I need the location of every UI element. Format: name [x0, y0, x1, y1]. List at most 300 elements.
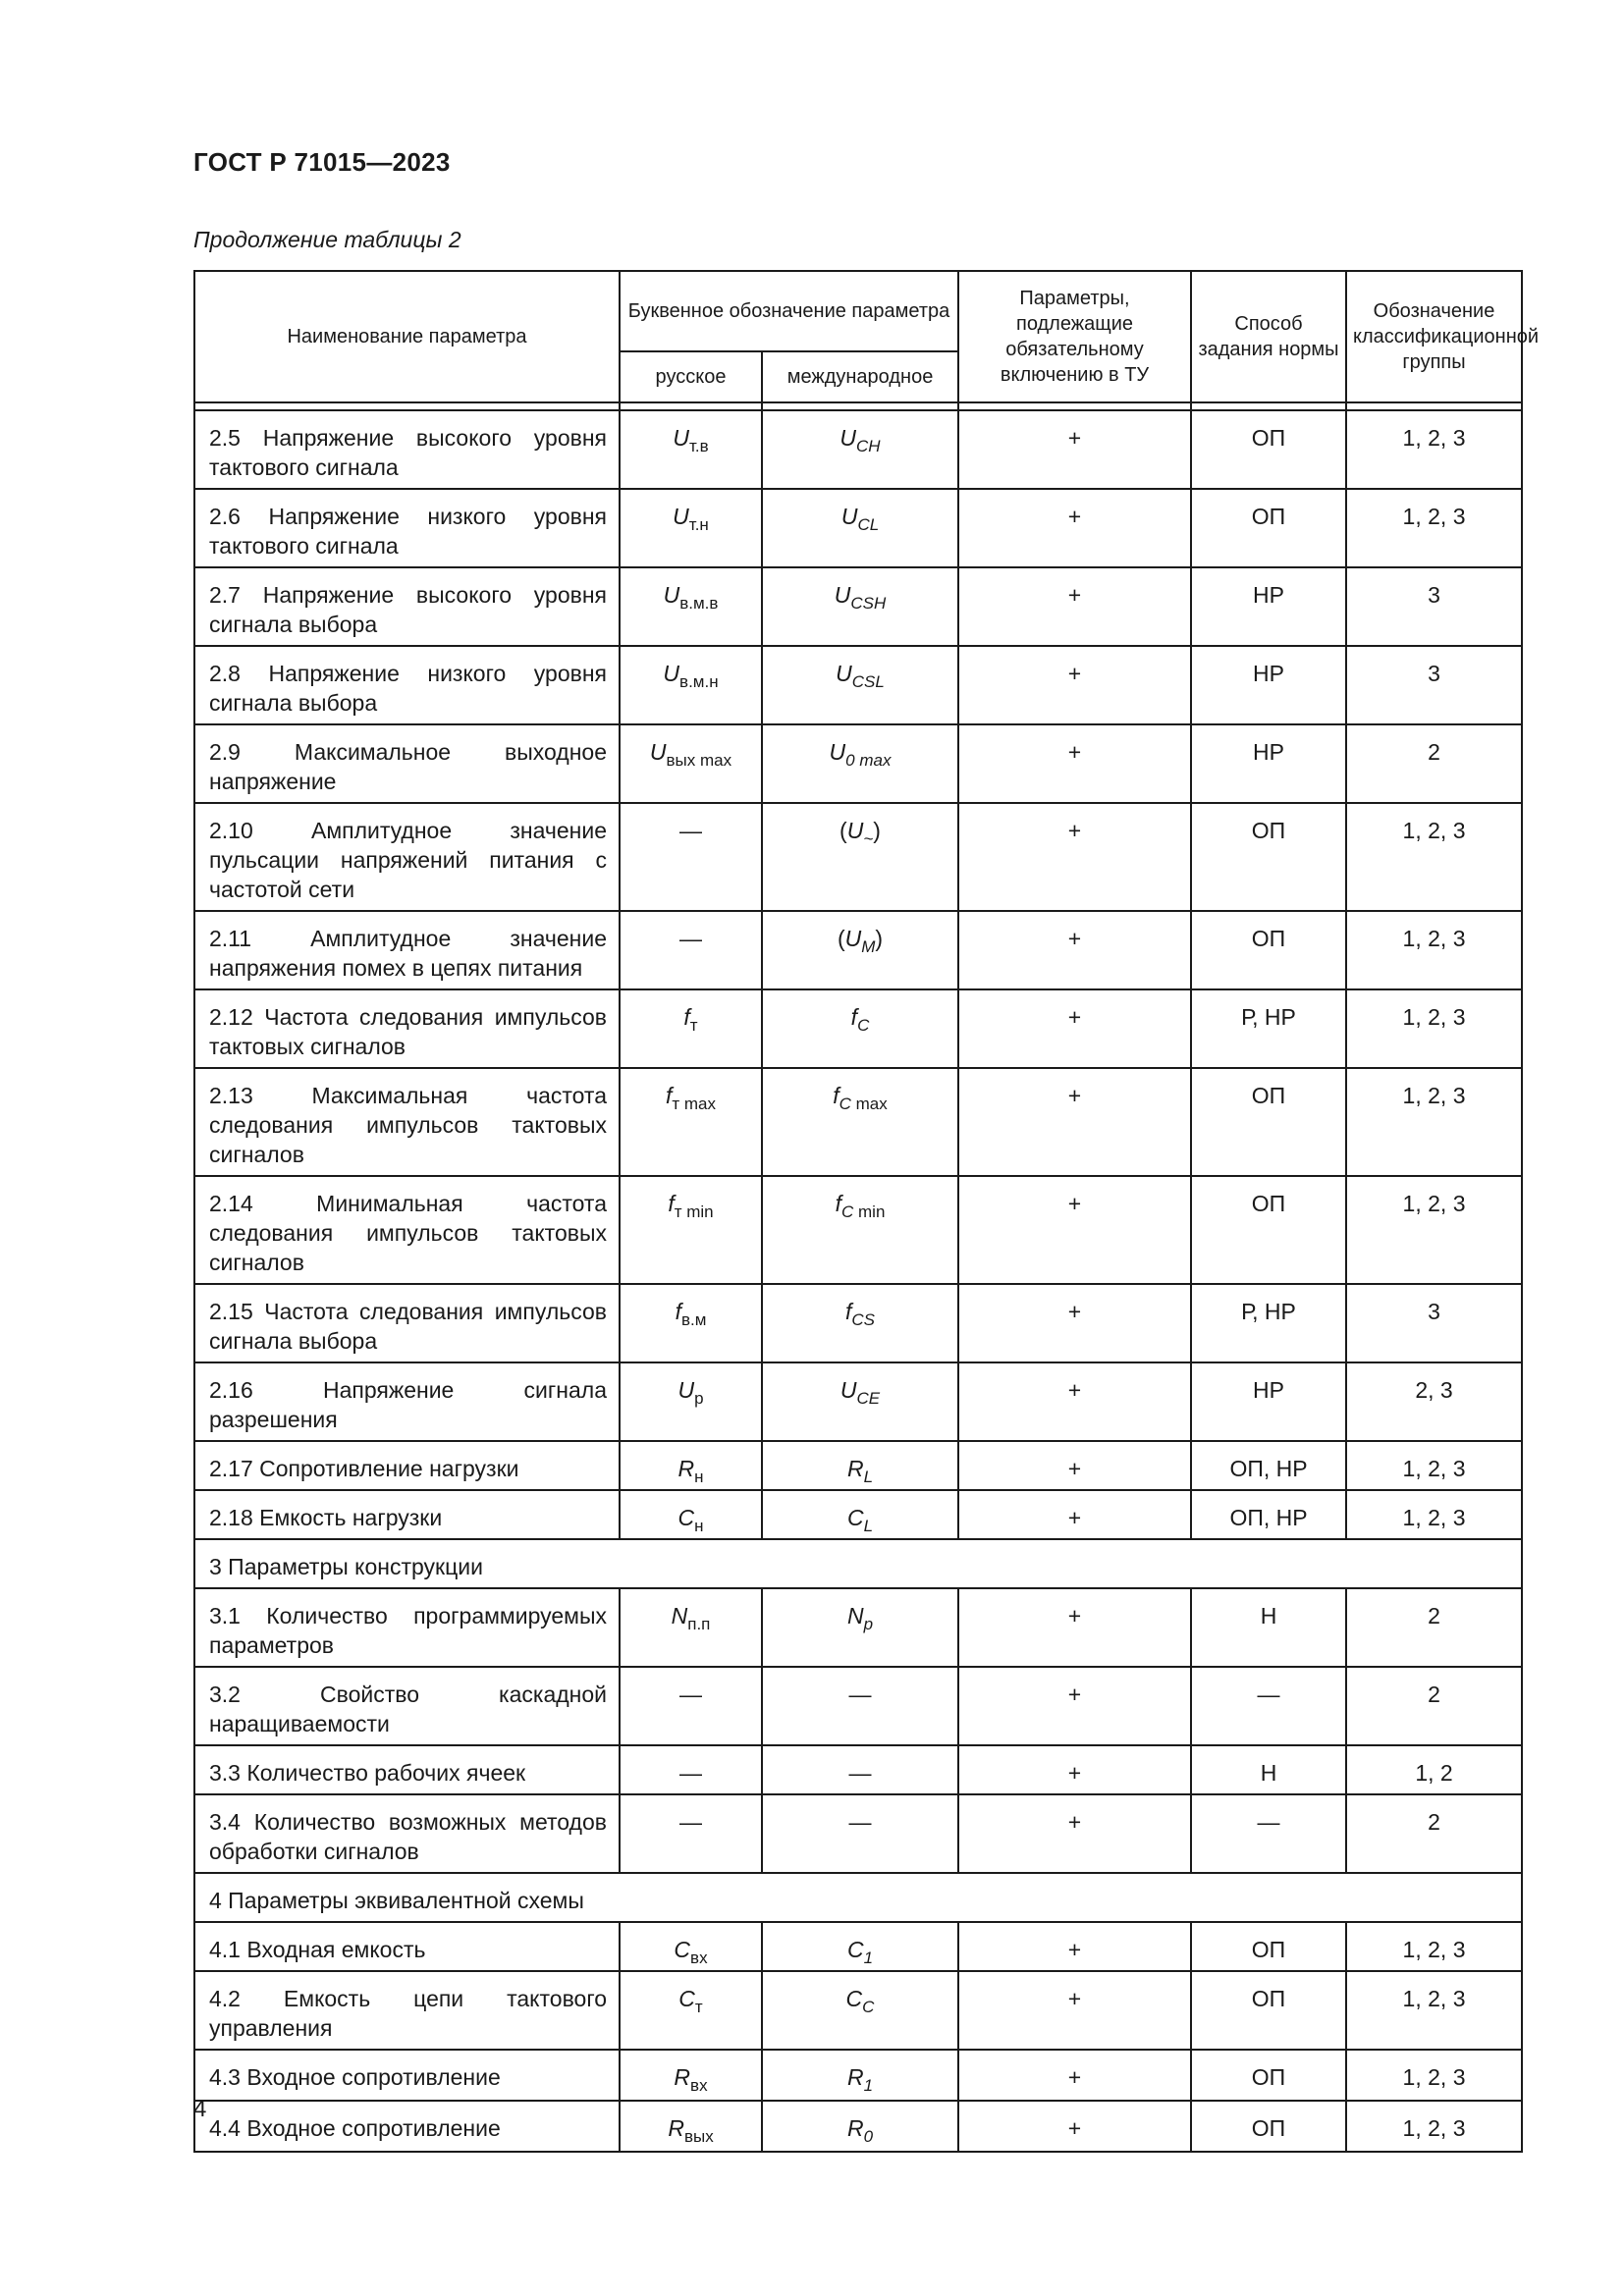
mandatory-mark: + [958, 2101, 1191, 2152]
symbol-international [762, 803, 958, 911]
symbol-international [762, 567, 958, 646]
symbol-international [762, 2101, 958, 2152]
class-group: 2 [1346, 1588, 1522, 1667]
parameter-name: 4.2 Емкость цепи тактового управления [194, 1971, 620, 2050]
header-name: Наименование параметра [194, 271, 620, 402]
parameter-name: 2.6 Напряжение низкого уровня тактового сигнала [194, 489, 620, 567]
symbol-russian [620, 1068, 762, 1176]
parameters-table [193, 270, 1540, 2153]
class-group: 1, 2, 3 [1346, 1971, 1522, 2050]
symbol-subscript [856, 437, 881, 455]
symbol-base: C [677, 1505, 695, 1530]
norm-method: ОП [1191, 410, 1346, 489]
symbol-subscript: т max [672, 1095, 716, 1113]
symbol-base: N [846, 1603, 864, 1629]
paren-open: ( [839, 818, 847, 843]
parameter-name: 3.1 Количество программируемых параметров [194, 1588, 620, 1667]
page-number: 4 [193, 2096, 207, 2122]
norm-method: Н [1191, 1745, 1346, 1794]
subscript-code: C [841, 1202, 854, 1221]
symbol [677, 1456, 704, 1486]
symbol [846, 1603, 874, 1633]
symbol-subscript: т [694, 1998, 703, 2016]
parameter-name: 2.13 Максимальная частота следования импульсов тактовых сигналов [194, 1068, 620, 1176]
symbol-base: f [665, 1083, 673, 1108]
section-row [194, 1873, 1522, 1922]
section-row [194, 1539, 1522, 1588]
symbol-base: U [840, 504, 858, 529]
symbol-base: C [678, 1986, 695, 2011]
symbol-subscript: вых [683, 2127, 714, 2146]
symbol [678, 1986, 703, 2016]
norm-method: ОП [1191, 1922, 1346, 1971]
mandatory-mark: + [958, 1745, 1191, 1794]
norm-method: НР [1191, 646, 1346, 724]
header-method: Способ задания нормы [1191, 271, 1346, 402]
symbol-base: N [671, 1603, 688, 1629]
dash: — [848, 1682, 872, 1707]
table-row [194, 1490, 1522, 1539]
symbol-russian [620, 489, 762, 567]
symbol-russian [620, 1667, 762, 1745]
dash: — [679, 1682, 702, 1707]
header-class-group: Обозначение классификационной группы [1346, 271, 1522, 402]
symbol [846, 1456, 874, 1486]
symbol [683, 1004, 698, 1035]
symbol-base: U [836, 661, 852, 686]
symbol-international [762, 1794, 958, 1873]
symbol-base: U [663, 582, 680, 608]
mandatory-mark: + [958, 1667, 1191, 1745]
symbol-base: U [844, 926, 862, 951]
class-group: 1, 2, 3 [1346, 911, 1522, 989]
parameter-name: 2.9 Максимальное выходное напряжение [194, 724, 620, 803]
symbol-russian [620, 1490, 762, 1539]
subscript-code: 0 [863, 2127, 874, 2146]
class-group: 1, 2, 3 [1346, 410, 1522, 489]
class-group: 1, 2, 3 [1346, 1068, 1522, 1176]
symbol-international [762, 1745, 958, 1794]
symbol-base: U [673, 425, 689, 451]
symbol-russian [620, 1971, 762, 2050]
symbol [845, 1299, 876, 1329]
subscript-suffix: max [850, 1095, 888, 1113]
table-row [194, 1362, 1522, 1441]
norm-method: — [1191, 1794, 1346, 1873]
symbol-subscript [850, 594, 886, 613]
symbol [840, 504, 880, 534]
table-row [194, 2050, 1522, 2101]
symbol-base: f [668, 1191, 675, 1216]
subscript-code: C [857, 1016, 870, 1035]
norm-method: Н [1191, 1588, 1346, 1667]
parameter-name: 2.16 Напряжение сигнала разрешения [194, 1362, 620, 1441]
symbol-subscript: в.м [680, 1310, 707, 1329]
mandatory-mark: + [958, 1176, 1191, 1284]
symbol [846, 818, 874, 848]
dash: — [679, 1809, 702, 1835]
table-row [194, 1971, 1522, 2050]
symbol-international [762, 724, 958, 803]
symbol-subscript: в.м.н [679, 672, 719, 691]
symbol-base: C [846, 1937, 864, 1962]
symbol-subscript [864, 1517, 873, 1535]
subscript-code: p [863, 1615, 874, 1633]
subscript-code: CL [857, 515, 880, 534]
norm-method: ОП [1191, 1971, 1346, 2050]
symbol-base: U [839, 425, 857, 451]
symbol-subscript [857, 1016, 869, 1035]
symbol-russian [620, 1745, 762, 1794]
symbol-base: R [846, 1456, 864, 1481]
table-row [194, 489, 1522, 567]
parameter-name: 2.7 Напряжение высокого уровня сигнала выбора [194, 567, 620, 646]
norm-method: ОП [1191, 2101, 1346, 2152]
symbol-base: R [677, 1456, 695, 1481]
symbol-international [762, 489, 958, 567]
table-body [194, 410, 1522, 2152]
symbol [829, 739, 892, 770]
parameter-name: 2.8 Напряжение низкого уровня сигнала выбора [194, 646, 620, 724]
symbol [839, 425, 881, 455]
symbol-international [762, 1922, 958, 1971]
mandatory-mark: + [958, 724, 1191, 803]
parameter-name: 2.15 Частота следования импульсов сигнала выбора [194, 1284, 620, 1362]
norm-method: ОП, НР [1191, 1490, 1346, 1539]
symbol-russian [620, 989, 762, 1068]
symbol-subscript [861, 937, 875, 956]
parameter-name: 3.2 Свойство каскадной наращиваемости [194, 1667, 620, 1745]
header-international: международное [762, 351, 958, 402]
symbol-russian [620, 1284, 762, 1362]
symbol-international [762, 1667, 958, 1745]
mandatory-mark: + [958, 1971, 1191, 2050]
symbol-subscript: вых max [666, 751, 732, 770]
symbol-base: R [668, 2115, 684, 2141]
parameter-name: 2.10 Амплитудное значение пульсации напряжений питания с частотой сети [194, 803, 620, 911]
norm-method: Р, НР [1191, 989, 1346, 1068]
symbol-subscript [851, 1310, 875, 1329]
symbol-subscript: т min [674, 1202, 714, 1221]
class-group: 3 [1346, 646, 1522, 724]
paren-open: ( [837, 926, 845, 951]
symbol-subscript: вх [690, 1949, 708, 1967]
parameter-name: 2.18 Емкость нагрузки [194, 1490, 620, 1539]
symbol-international [762, 1284, 958, 1362]
table-caption: Продолжение таблицы 2 [193, 227, 461, 252]
table-row [194, 1667, 1522, 1745]
norm-method: НР [1191, 1362, 1346, 1441]
subscript-code: 0 max [845, 751, 892, 770]
symbol [836, 661, 885, 691]
mandatory-mark: + [958, 1490, 1191, 1539]
symbol-russian [620, 803, 762, 911]
symbol [846, 1937, 874, 1967]
mandatory-mark: + [958, 911, 1191, 989]
symbol-base: U [834, 582, 851, 608]
table-row [194, 1922, 1522, 1971]
class-group: 2 [1346, 1794, 1522, 1873]
symbol [834, 582, 887, 613]
symbol-russian [620, 2101, 762, 2152]
symbol-subscript [864, 1468, 873, 1486]
symbol [668, 2115, 714, 2146]
symbol-base: C [846, 1505, 864, 1530]
class-group: 1, 2, 3 [1346, 489, 1522, 567]
dash: — [848, 1809, 872, 1835]
table-row [194, 2101, 1522, 2152]
subscript-code: CE [856, 1389, 881, 1408]
symbol-subscript: т [689, 1016, 698, 1035]
symbol [839, 1377, 881, 1408]
subscript-code: C [862, 1998, 875, 2016]
symbol [846, 1505, 874, 1535]
symbol-subscript [863, 829, 873, 848]
header-mandatory: Параметры, подлежащие обязательному включению в ТУ [958, 271, 1191, 402]
norm-method: ОП [1191, 2050, 1346, 2101]
symbol [663, 582, 719, 613]
symbol-russian [620, 1441, 762, 1490]
subscript-code: CH [856, 437, 881, 455]
symbol-subscript: н [694, 1517, 704, 1535]
symbol-international [762, 410, 958, 489]
symbol-base: R [846, 2064, 864, 2090]
mandatory-mark: + [958, 1588, 1191, 1667]
table-row [194, 724, 1522, 803]
symbol-subscript [857, 1389, 881, 1408]
symbol [846, 2115, 874, 2146]
symbol-subscript [852, 672, 885, 691]
norm-method: НР [1191, 567, 1346, 646]
class-group: 3 [1346, 1284, 1522, 1362]
norm-method: ОП, НР [1191, 1441, 1346, 1490]
symbol [674, 1937, 708, 1967]
mandatory-mark: + [958, 410, 1191, 489]
dash: — [679, 1760, 702, 1786]
subscript-code: 1 [863, 2076, 874, 2095]
symbol-subscript [841, 1202, 885, 1221]
parameter-name: 2.11 Амплитудное значение напряжения помех в цепях питания [194, 911, 620, 989]
symbol [668, 1191, 714, 1221]
mandatory-mark: + [958, 1362, 1191, 1441]
symbol [675, 1299, 707, 1329]
subscript-code: C [839, 1095, 851, 1113]
table-row [194, 1588, 1522, 1667]
norm-method: ОП [1191, 489, 1346, 567]
symbol-russian [620, 410, 762, 489]
parameter-name: 4.4 Входное сопротивление [194, 2101, 620, 2152]
symbol-russian [620, 1794, 762, 1873]
symbol-subscript: п.п [687, 1615, 711, 1633]
subscript-code: L [863, 1468, 874, 1486]
symbol-subscript [862, 1998, 874, 2016]
symbol-subscript: н [694, 1468, 704, 1486]
class-group: 1, 2, 3 [1346, 2101, 1522, 2152]
symbol-international [762, 1588, 958, 1667]
symbol-russian [620, 724, 762, 803]
symbol-international [762, 1176, 958, 1284]
symbol [677, 1377, 704, 1408]
class-group: 1, 2 [1346, 1745, 1522, 1794]
symbol-international [762, 1971, 958, 2050]
table-row [194, 1794, 1522, 1873]
class-group: 2, 3 [1346, 1362, 1522, 1441]
paren-close: ) [873, 818, 881, 843]
symbol-russian [620, 1588, 762, 1667]
symbol [665, 1083, 716, 1113]
symbol-base: U [839, 1377, 857, 1403]
symbol-subscript [864, 1615, 873, 1633]
symbol [846, 2064, 874, 2095]
table-row [194, 1068, 1522, 1176]
symbol-russian [620, 1922, 762, 1971]
class-group: 1, 2, 3 [1346, 803, 1522, 911]
norm-method: Р, НР [1191, 1284, 1346, 1362]
symbol-base: U [673, 504, 689, 529]
mandatory-mark: + [958, 567, 1191, 646]
table-row [194, 410, 1522, 489]
dash: — [679, 818, 702, 843]
table-row [194, 803, 1522, 911]
table-row [194, 1176, 1522, 1284]
symbol [677, 1505, 704, 1535]
symbol [649, 739, 732, 770]
class-group: 1, 2, 3 [1346, 989, 1522, 1068]
parameter-name: 2.12 Частота следования импульсов тактовых сигналов [194, 989, 620, 1068]
mandatory-mark: + [958, 489, 1191, 567]
symbol-international [762, 646, 958, 724]
subscript-code: CSL [851, 672, 885, 691]
class-group: 1, 2, 3 [1346, 1922, 1522, 1971]
norm-method: ОП [1191, 911, 1346, 989]
norm-method: ОП [1191, 1068, 1346, 1176]
symbol [673, 425, 709, 455]
symbol-international [762, 1441, 958, 1490]
symbol-russian [620, 567, 762, 646]
symbol-international [762, 911, 958, 989]
symbol [833, 1083, 888, 1113]
parameter-name: 2.17 Сопротивление нагрузки [194, 1441, 620, 1490]
symbol [673, 504, 709, 534]
parameter-name: 2.5 Напряжение высокого уровня тактового сигнала [194, 410, 620, 489]
symbol-base: C [845, 1986, 863, 2011]
parameter-name: 3.3 Количество рабочих ячеек [194, 1745, 620, 1794]
parameter-name: 3.4 Количество возможных методов обработки сигналов [194, 1794, 620, 1873]
symbol-base: f [833, 1083, 839, 1108]
symbol-russian [620, 1362, 762, 1441]
symbol [663, 661, 719, 691]
table-row [194, 1745, 1522, 1794]
class-group: 1, 2, 3 [1346, 1441, 1522, 1490]
symbol [671, 1603, 711, 1633]
mandatory-mark: + [958, 1794, 1191, 1873]
parameter-name: 4.1 Входная емкость [194, 1922, 620, 1971]
class-group: 1, 2, 3 [1346, 1176, 1522, 1284]
parameter-name: 4.3 Входное сопротивление [194, 2050, 620, 2101]
symbol-base: f [850, 1004, 858, 1030]
symbol-subscript [864, 1949, 873, 1967]
table-row [194, 646, 1522, 724]
symbol-russian [620, 1176, 762, 1284]
class-group: 2 [1346, 1667, 1522, 1745]
symbol-subscript: т.в [688, 437, 709, 455]
table-row [194, 567, 1522, 646]
mandatory-mark: + [958, 803, 1191, 911]
mandatory-mark: + [958, 2050, 1191, 2101]
parameter-name: 2.14 Минимальная частота следования импульсов тактовых сигналов [194, 1176, 620, 1284]
symbol-subscript: т.н [688, 515, 709, 534]
mandatory-mark: + [958, 646, 1191, 724]
mandatory-mark: + [958, 1068, 1191, 1176]
symbol-international [762, 2050, 958, 2101]
section-title: 3 Параметры конструкции [194, 1539, 1522, 1588]
paren-close: ) [875, 926, 884, 951]
symbol-international [762, 989, 958, 1068]
symbol-international [762, 1362, 958, 1441]
symbol-subscript [864, 2127, 873, 2146]
class-group: 1, 2, 3 [1346, 1490, 1522, 1539]
table-row [194, 911, 1522, 989]
symbol [845, 1986, 875, 2016]
mandatory-mark: + [958, 1922, 1191, 1971]
symbol-base: f [845, 1299, 852, 1324]
symbol-international [762, 1490, 958, 1539]
symbol-base: C [674, 1937, 691, 1962]
norm-method: — [1191, 1667, 1346, 1745]
symbol-base: U [846, 818, 864, 843]
dash: — [848, 1760, 872, 1786]
symbol-base: R [846, 2115, 864, 2141]
symbol-subscript: в.м.в [679, 594, 719, 613]
symbol [844, 926, 876, 956]
section-title: 4 Параметры эквивалентной схемы [194, 1873, 1522, 1922]
header-russian: русское [620, 351, 762, 402]
mandatory-mark: + [958, 989, 1191, 1068]
symbol-subscript [839, 1095, 888, 1113]
subscript-code: L [863, 1517, 874, 1535]
symbol-subscript: вх [690, 2076, 708, 2095]
symbol [835, 1191, 886, 1221]
class-group: 3 [1346, 567, 1522, 646]
norm-method: ОП [1191, 1176, 1346, 1284]
symbol-base: U [649, 739, 667, 765]
dash: — [679, 926, 702, 951]
table-row [194, 989, 1522, 1068]
mandatory-mark: + [958, 1284, 1191, 1362]
document-title: ГОСТ Р 71015—2023 [193, 147, 451, 177]
symbol-international [762, 1068, 958, 1176]
symbol-russian [620, 911, 762, 989]
table-row [194, 1284, 1522, 1362]
mandatory-mark: + [958, 1441, 1191, 1490]
subscript-code: CS [851, 1310, 876, 1329]
symbol-subscript [864, 2076, 873, 2095]
symbol-subscript: р [694, 1389, 704, 1408]
symbol-russian [620, 2050, 762, 2101]
subscript-code: M [861, 937, 876, 956]
symbol-base: f [683, 1004, 690, 1030]
header-letter-designation: Буквенное обозначение параметра [620, 271, 958, 351]
table-row [194, 1441, 1522, 1490]
symbol [674, 2064, 708, 2095]
class-group: 1, 2, 3 [1346, 2050, 1522, 2101]
symbol-subscript [845, 751, 891, 770]
symbol [850, 1004, 870, 1035]
subscript-code: 1 [863, 1949, 874, 1967]
symbol-base: U [677, 1377, 695, 1403]
subscript-code: ~ [863, 829, 874, 848]
symbol-base: U [663, 661, 680, 686]
